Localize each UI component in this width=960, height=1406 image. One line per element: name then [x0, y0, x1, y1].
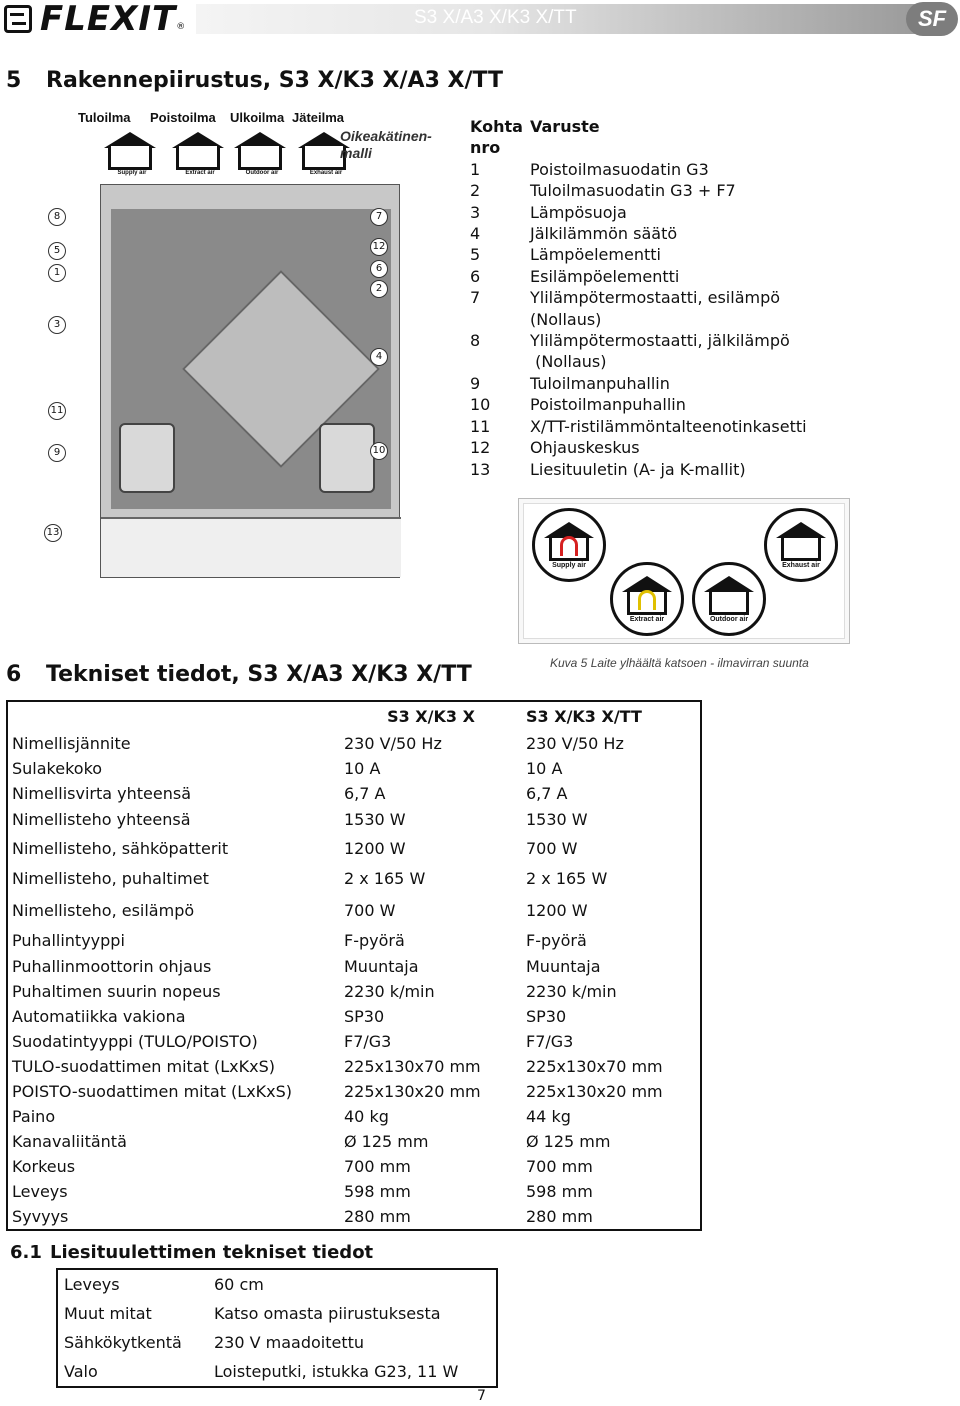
part-number: 8 [470, 331, 481, 351]
exhaust-air-label-large: Exhaust air [782, 562, 820, 569]
callout-5: 5 [48, 242, 66, 260]
extract-air-icon-large [610, 562, 684, 636]
hood-spec-value: Katso omasta piirustuksesta [214, 1304, 441, 1323]
spec-label: Nimellisteho, esilämpö [12, 900, 195, 920]
section-6-1-heading [10, 1242, 373, 1263]
supply-air-icon-large [532, 508, 606, 582]
outdoor-air-icon [230, 132, 290, 176]
spec-label: Nimellisteho, puhaltimet [12, 869, 209, 888]
hood-spec-label: Sähkökytkentä [64, 1333, 182, 1352]
extract-air-label-large: Extract air [629, 616, 665, 623]
spec-value-b: SP30 [526, 1007, 567, 1026]
spec-value-b: 2 x 165 W [526, 869, 608, 888]
right-hand-model-note: Oikeakätinen- malli [340, 128, 432, 161]
exhaust-air-label: Exhaust air [309, 170, 343, 176]
supply-fan [119, 423, 175, 493]
spec-header-row [8, 702, 700, 730]
spec-row [8, 1179, 700, 1204]
spec-label: Paino [12, 1107, 56, 1126]
section-6-heading [6, 662, 472, 687]
spec-value-a: 700 W [344, 900, 396, 920]
spec-label: Nimellisjännite [12, 733, 131, 753]
spec-label: Syvyys [12, 1207, 69, 1226]
spec-value-a: 2230 k/min [344, 982, 435, 1001]
part-name: Lämpöelementti [530, 245, 661, 265]
supply-air-label: Supply air [117, 170, 147, 176]
parts-row [470, 202, 870, 223]
section-title: Liesituulettimen tekniset tiedot [50, 1242, 374, 1263]
part-name: Poistoilmasuodatin G3 [530, 159, 709, 179]
part-name: Ohjauskeskus [530, 438, 640, 458]
parts-row [470, 373, 870, 394]
logo-text: FLEXIT [40, 0, 177, 39]
spec-value-b: 230 V/50 Hz [526, 733, 624, 753]
spec-value-b: 700 W [526, 838, 578, 858]
header-title: S3 X/A3 X/K3 X/TT [414, 7, 577, 28]
spec-row [8, 756, 700, 781]
spec-value-a: SP30 [344, 1007, 385, 1026]
spec-col-b-header: S3 X/K3 X/TT [526, 706, 642, 726]
spec-row [8, 926, 700, 954]
cooker-hood-rows [58, 1270, 496, 1386]
part-name: Tuloilmasuodatin G3 + F7 [530, 181, 736, 201]
spec-row [8, 1104, 700, 1129]
spec-value-a: 230 V/50 Hz [344, 733, 442, 753]
spec-value-a: 225x130x20 mm [344, 1082, 481, 1101]
hood-spec-value: Loisteputki, istukka G23, 11 W [214, 1362, 459, 1381]
section-title: Tekniset tiedot, S3 X/A3 X/K3 X/TT [46, 662, 472, 687]
part-name: Ylilämpötermostaatti, jälkilämpö [530, 331, 790, 351]
air-label-supply: Tuloilma [78, 110, 131, 125]
spec-value-b: 1200 W [526, 900, 588, 920]
spec-label: Nimellisvirta yhteensä [12, 784, 192, 803]
page-number: 7 [477, 1388, 486, 1404]
cooker-hood-row [58, 1299, 496, 1328]
spec-value-b: 225x130x20 mm [526, 1082, 663, 1101]
air-label-outdoor: Ulkoilma [230, 110, 285, 125]
hood-spec-value: 60 cm [214, 1275, 264, 1294]
spec-value-b: 44 kg [526, 1107, 571, 1126]
callout-8: 8 [48, 208, 66, 226]
part-number: 9 [470, 373, 481, 393]
parts-col-number: Kohta nro [470, 117, 523, 158]
spec-row [8, 806, 700, 833]
spec-value-b: Ø 125 mm [526, 1132, 611, 1151]
parts-row [470, 416, 870, 437]
parts-header [470, 116, 870, 159]
part-name: Tuloilmanpuhallin [530, 373, 670, 393]
callout-6: 6 [370, 260, 388, 278]
spec-value-b: 598 mm [526, 1182, 593, 1201]
spec-rows [8, 730, 700, 1229]
spec-row [8, 1129, 700, 1154]
callout-12: 12 [370, 238, 388, 256]
supply-air-label-large: Supply air [552, 562, 586, 569]
spec-label: Sulakekoko [12, 759, 103, 778]
spec-value-a: 598 mm [344, 1182, 411, 1201]
part-name: X/TT-ristilämmöntalteenotinkasetti [530, 416, 807, 436]
part-number: 5 [470, 245, 481, 265]
spec-label: Nimellisteho, sähköpatterit [12, 838, 229, 858]
parts-row [470, 287, 870, 308]
spec-row [8, 894, 700, 926]
spec-value-a: Muuntaja [344, 957, 419, 976]
callout-3: 3 [48, 316, 66, 334]
spec-label: Automatiikka vakiona [12, 1007, 186, 1026]
spec-label: Kanavaliitäntä [12, 1132, 127, 1151]
spec-label: TULO-suodattimen mitat (LxKxS) [12, 1057, 275, 1076]
cooker-hood-row [58, 1270, 496, 1299]
spec-value-b: 2230 k/min [526, 982, 617, 1001]
parts-row [470, 309, 870, 330]
hood-spec-label: Muut mitat [64, 1304, 152, 1323]
unit-photo [100, 184, 400, 578]
section-title: Rakennepiirustus, S3 X/K3 X/A3 X/TT [46, 68, 504, 93]
device-panel [523, 503, 845, 639]
part-number: 4 [470, 224, 481, 244]
parts-row [470, 351, 870, 372]
parts-rows [470, 159, 870, 480]
outdoor-air-label-large: Outdoor air [709, 616, 749, 623]
parts-row [470, 223, 870, 244]
spec-value-a: 1530 W [344, 810, 406, 829]
part-name: (Nollaus) [530, 352, 607, 372]
spec-row [8, 1079, 700, 1104]
part-name: Esilämpöelementti [530, 266, 680, 286]
spec-label: Puhallintyyppi [12, 930, 125, 950]
device-top-view [518, 498, 850, 644]
spec-row [8, 833, 700, 863]
parts-list [470, 116, 870, 480]
spec-row [8, 1029, 700, 1054]
spec-label: Puhaltimen suurin nopeus [12, 982, 221, 1001]
spec-label: Korkeus [12, 1157, 76, 1176]
callout-10: 10 [370, 442, 388, 460]
spec-row [8, 863, 700, 894]
part-number: 7 [470, 288, 481, 308]
figure-caption: Kuva 5 Laite ylhäältä katsoen - ilmavirran suunta [550, 656, 809, 670]
hood-spec-label: Leveys [64, 1275, 120, 1294]
part-name: (Nollaus) [530, 309, 602, 329]
spec-row [8, 781, 700, 806]
spec-value-b: 700 mm [526, 1157, 593, 1176]
spec-row [8, 1004, 700, 1029]
supply-arrow-icon [560, 536, 578, 556]
parts-row [470, 459, 870, 480]
registered-mark: ® [176, 22, 186, 32]
language-badge: SF [906, 2, 958, 36]
part-name: Ylilämpötermostaatti, esilämpö [530, 288, 781, 308]
cooker-hood-row [58, 1357, 496, 1386]
construction-drawing [44, 108, 458, 582]
callout-2: 2 [370, 280, 388, 298]
part-number [470, 351, 530, 372]
parts-row [470, 180, 870, 201]
part-number: 12 [470, 438, 491, 458]
part-name: Lämpösuoja [530, 202, 627, 222]
spec-value-a: Ø 125 mm [344, 1132, 429, 1151]
spec-value-a: 1200 W [344, 838, 406, 858]
specifications-table [6, 700, 702, 1231]
parts-col-item: Varuste [530, 117, 600, 136]
spec-row [8, 954, 700, 979]
part-number: 13 [470, 459, 491, 479]
spec-label: Puhallinmoottorin ohjaus [12, 957, 212, 976]
spec-label: Nimellisteho yhteensä [12, 810, 191, 829]
extract-fan [319, 423, 375, 493]
section-number: 6 [6, 662, 22, 687]
spec-value-b: F-pyörä [526, 930, 587, 950]
part-number [470, 309, 530, 330]
cooker-hood-row [58, 1328, 496, 1357]
spec-value-a: 40 kg [344, 1107, 389, 1126]
section-number: 6.1 [10, 1242, 42, 1263]
spec-value-a: 2 x 165 W [344, 869, 426, 888]
air-label-exhaust: Jäteilma [292, 110, 345, 125]
extract-arrow-icon [638, 590, 656, 610]
callout-11: 11 [48, 402, 66, 420]
outdoor-air-label: Outdoor air [245, 170, 279, 176]
part-number: 11 [470, 416, 491, 436]
parts-row [470, 266, 870, 287]
cooker-hood [101, 517, 401, 577]
part-number: 3 [470, 202, 481, 222]
spec-col-a-header: S3 X/K3 X [387, 706, 475, 726]
cooker-hood-table [56, 1268, 498, 1388]
exhaust-air-icon-large [764, 508, 838, 582]
spec-value-b: 225x130x70 mm [526, 1057, 663, 1076]
parts-row [470, 437, 870, 458]
spec-value-b: F7/G3 [526, 1032, 574, 1051]
callout-13: 13 [44, 524, 62, 542]
spec-row [8, 730, 700, 756]
callout-1: 1 [48, 264, 66, 282]
part-number: 1 [470, 159, 481, 179]
parts-row [470, 159, 870, 180]
part-number: 10 [470, 395, 491, 415]
spec-label: Leveys [12, 1182, 68, 1201]
section-number: 5 [6, 68, 22, 93]
flexit-logo [0, 0, 190, 38]
spec-value-a: F-pyörä [344, 930, 405, 950]
spec-row [8, 979, 700, 1004]
section-5-heading [6, 68, 503, 93]
part-name: Jälkilämmön säätö [530, 224, 678, 244]
spec-value-a: F7/G3 [344, 1032, 392, 1051]
spec-value-b: Muuntaja [526, 957, 601, 976]
part-number: 2 [470, 181, 481, 201]
part-number: 6 [470, 266, 481, 286]
hood-spec-value: 230 V maadoitettu [214, 1333, 365, 1352]
parts-row [470, 330, 870, 351]
outdoor-air-icon-large [692, 562, 766, 636]
spec-label: POISTO-suodattimen mitat (LxKxS) [12, 1082, 293, 1101]
spec-label: Suodatintyyppi (TULO/POISTO) [12, 1032, 258, 1051]
spec-value-a: 225x130x70 mm [344, 1057, 481, 1076]
part-name: Poistoilmanpuhallin [530, 395, 686, 415]
air-label-extract: Poistoilma [150, 110, 216, 125]
spec-row [8, 1204, 700, 1229]
supply-air-icon [100, 132, 160, 176]
spec-value-a: 700 mm [344, 1157, 411, 1176]
spec-value-a: 10 A [344, 759, 381, 778]
unit-interior [111, 209, 391, 509]
spec-value-a: 280 mm [344, 1207, 411, 1226]
extract-air-label: Extract air [185, 170, 215, 176]
spec-value-b: 10 A [526, 759, 563, 778]
spec-row [8, 1154, 700, 1179]
hood-spec-label: Valo [64, 1362, 98, 1381]
flexit-logo-icon [4, 5, 32, 33]
callout-9: 9 [48, 444, 66, 462]
spec-value-a: 6,7 A [344, 784, 386, 803]
callout-4: 4 [370, 348, 388, 366]
spec-value-b: 1530 W [526, 810, 588, 829]
callout-7: 7 [370, 208, 388, 226]
spec-value-b: 6,7 A [526, 784, 568, 803]
page-header [0, 0, 960, 38]
parts-row [470, 394, 870, 415]
part-name: Liesituuletin (A- ja K-mallit) [530, 459, 746, 479]
parts-row [470, 244, 870, 265]
spec-value-b: 280 mm [526, 1207, 593, 1226]
spec-row [8, 1054, 700, 1079]
extract-air-icon [168, 132, 228, 176]
